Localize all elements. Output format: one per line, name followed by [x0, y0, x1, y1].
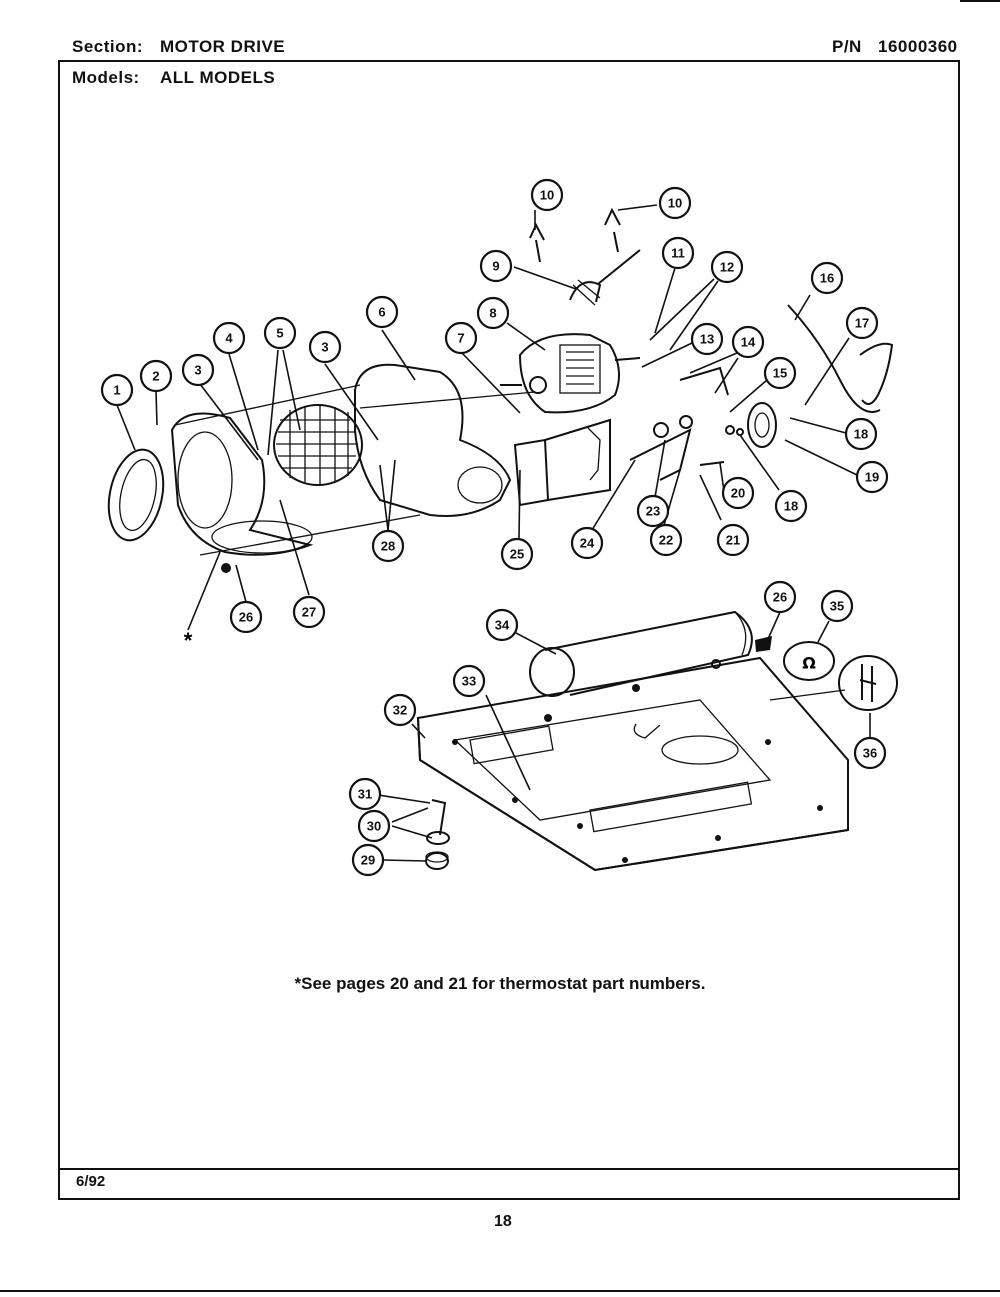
callout-9 [481, 251, 511, 281]
blower-housing [172, 414, 312, 573]
svg-text:2: 2 [152, 368, 160, 384]
svg-text:7: 7 [457, 330, 465, 346]
svg-text:6: 6 [378, 304, 386, 320]
blower-wheel-ring [101, 445, 171, 546]
svg-text:17: 17 [854, 315, 870, 331]
callout-10b [660, 188, 690, 218]
callout-17 [847, 308, 877, 338]
callout-27 [294, 597, 324, 627]
callout-10a [532, 180, 562, 210]
part-number-label: P/N [832, 37, 862, 56]
callout-12 [712, 252, 742, 282]
svg-text:4: 4 [225, 330, 233, 346]
callout-28 [373, 531, 403, 561]
svg-text:8: 8 [489, 305, 497, 321]
callout-29 [353, 845, 383, 875]
idler-assembly [515, 368, 728, 505]
omega-symbol: Ω [802, 653, 816, 673]
section-label: Section: [72, 37, 144, 56]
idler-pulley [700, 403, 776, 465]
svg-text:1: 1 [113, 382, 121, 398]
svg-text:3: 3 [321, 339, 329, 355]
svg-text:28: 28 [380, 538, 396, 554]
svg-text:34: 34 [494, 617, 510, 633]
callout-2 [141, 361, 171, 391]
callout-15 [765, 358, 795, 388]
svg-text:13: 13 [699, 331, 715, 347]
svg-text:31: 31 [357, 786, 373, 802]
callout-34 [487, 610, 517, 640]
svg-text:9: 9 [492, 258, 500, 274]
svg-text:35: 35 [829, 598, 845, 614]
callout-23 [638, 496, 668, 526]
callout-30 [359, 811, 389, 841]
callout-14 [733, 327, 763, 357]
svg-text:26: 26 [238, 609, 254, 625]
svg-text:10: 10 [539, 187, 555, 203]
callout-4 [214, 323, 244, 353]
callout-5 [265, 318, 295, 348]
callout-19 [857, 462, 887, 492]
callout-31 [350, 779, 380, 809]
part-number-value: 16000360 [878, 37, 958, 56]
callout-36 [855, 738, 885, 768]
svg-text:18: 18 [853, 426, 869, 442]
section-value: MOTOR DRIVE [160, 37, 286, 56]
svg-text:33: 33 [461, 673, 477, 689]
callout-16 [812, 263, 842, 293]
svg-text:25: 25 [509, 546, 525, 562]
capacitor-clip [570, 250, 640, 305]
callout-22 [651, 525, 681, 555]
svg-text:18: 18 [783, 498, 799, 514]
svg-text:19: 19 [864, 469, 880, 485]
svg-text:15: 15 [772, 365, 788, 381]
callout-3a [183, 355, 213, 385]
callout-7 [446, 323, 476, 353]
svg-text:5: 5 [276, 325, 284, 341]
svg-text:27: 27 [301, 604, 317, 620]
svg-text:16: 16 [819, 270, 835, 286]
svg-text:12: 12 [719, 259, 735, 275]
svg-text:29: 29 [360, 852, 376, 868]
callout-32 [385, 695, 415, 725]
callout-24 [572, 528, 602, 558]
svg-text:22: 22 [658, 532, 674, 548]
callout-18b [776, 491, 806, 521]
page-number: 18 [494, 1213, 512, 1230]
callout-26a [765, 582, 795, 612]
callout-33 [454, 666, 484, 696]
thermostat-parts [770, 642, 897, 710]
revision-date: 6/92 [76, 1173, 106, 1190]
svg-text:36: 36 [862, 745, 878, 761]
svg-text:20: 20 [730, 485, 746, 501]
thermostat-asterisk: * [183, 628, 193, 653]
bottom-edge-rule [0, 1290, 1000, 1292]
blower-wheel [274, 405, 362, 485]
callout-25 [502, 539, 532, 569]
svg-text:14: 14 [740, 334, 756, 350]
heater-duct [530, 612, 772, 696]
thermostat-note: *See pages 20 and 21 for thermostat part numbers. [294, 974, 706, 993]
svg-text:11: 11 [671, 245, 685, 261]
svg-text:24: 24 [579, 535, 595, 551]
svg-text:26: 26 [772, 589, 788, 605]
svg-text:10: 10 [667, 195, 683, 211]
leveling-leg [426, 800, 449, 869]
callout-1 [102, 375, 132, 405]
svg-text:30: 30 [366, 818, 382, 834]
motor [500, 334, 640, 412]
models-label: Models: [72, 68, 140, 87]
base-plate [418, 658, 848, 870]
callout-18a [846, 419, 876, 449]
callout-35 [822, 591, 852, 621]
models-value: ALL MODELS [160, 68, 276, 87]
callout-13 [692, 324, 722, 354]
svg-text:32: 32 [392, 702, 408, 718]
callout-3b [310, 332, 340, 362]
callout-8 [478, 298, 508, 328]
svg-text:3: 3 [194, 362, 202, 378]
svg-text:23: 23 [645, 503, 661, 519]
callout-11 [663, 238, 693, 268]
callout-21 [718, 525, 748, 555]
motor-springs [530, 210, 620, 262]
callout-26b [231, 602, 261, 632]
footer-divider [58, 1168, 960, 1170]
svg-text:21: 21 [725, 532, 741, 548]
callout-20 [723, 478, 753, 508]
callout-6 [367, 297, 397, 327]
